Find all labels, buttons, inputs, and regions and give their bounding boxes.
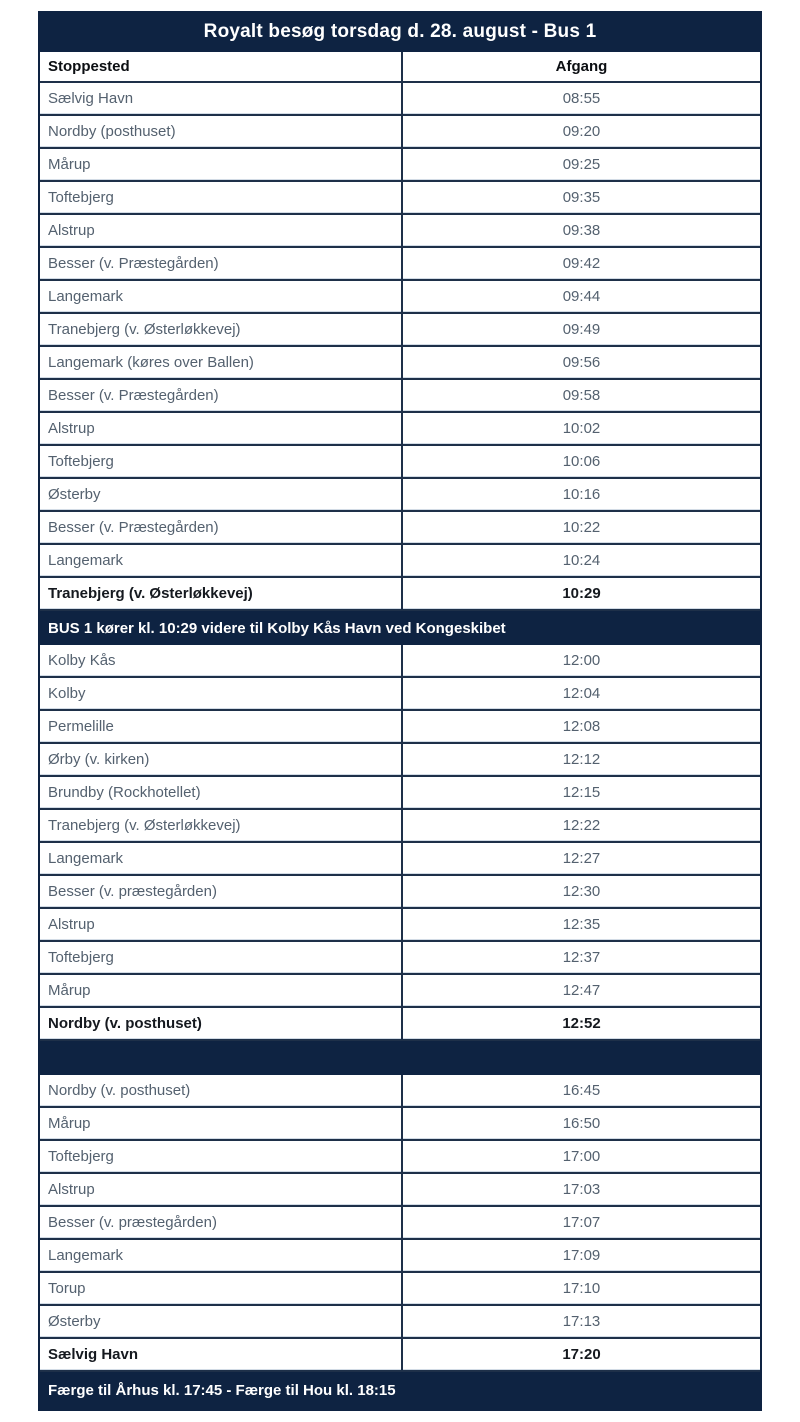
timetable-row [40, 380, 760, 413]
departure-time: 12:15 [403, 777, 760, 808]
stop-name: Langemark [40, 1240, 403, 1271]
stop-name: Besser (v. præstegården) [40, 876, 403, 907]
timetable-row [40, 975, 760, 1008]
departure-time: 12:08 [403, 711, 760, 742]
departure-time: 17:07 [403, 1207, 760, 1238]
departure-time: 10:29 [403, 578, 760, 609]
departure-time: 09:42 [403, 248, 760, 279]
departure-time: 12:22 [403, 810, 760, 841]
timetable-row [40, 578, 760, 611]
stop-name: Besser (v. Præstegården) [40, 380, 403, 411]
departure-time: 12:35 [403, 909, 760, 940]
departure-time: 17:00 [403, 1141, 760, 1172]
timetable-row [40, 314, 760, 347]
departure-time: 09:44 [403, 281, 760, 312]
stop-name: Langemark [40, 281, 403, 312]
stop-name: Østerby [40, 479, 403, 510]
departure-time: 08:55 [403, 83, 760, 114]
departure-time: 09:25 [403, 149, 760, 180]
departure-time: 10:16 [403, 479, 760, 510]
stop-name: Toftebjerg [40, 1141, 403, 1172]
departure-time: 09:49 [403, 314, 760, 345]
stop-name: Langemark (køres over Ballen) [40, 347, 403, 378]
timetable-row [40, 777, 760, 810]
timetable-row [40, 83, 760, 116]
section-banner: BUS 1 kører kl. 10:29 videre til Kolby Kås Havn ved Kongeskibet [40, 611, 760, 645]
departure-time: 12:47 [403, 975, 760, 1006]
timetable-row [40, 744, 760, 777]
departure-time: 10:22 [403, 512, 760, 543]
stop-name: Alstrup [40, 1174, 403, 1205]
departure-time: 17:20 [403, 1339, 760, 1370]
timetable-row [40, 1273, 760, 1306]
bus-timetable [38, 11, 762, 1411]
timetable-row [40, 1141, 760, 1174]
timetable-row [40, 446, 760, 479]
departure-time: 12:00 [403, 645, 760, 676]
departure-time: 12:04 [403, 678, 760, 709]
departure-time: 09:20 [403, 116, 760, 147]
timetable-row [40, 347, 760, 380]
stop-name: Sælvig Havn [40, 1339, 403, 1370]
departure-time: 16:45 [403, 1075, 760, 1106]
timetable-row [40, 810, 760, 843]
stop-name: Mårup [40, 975, 403, 1006]
sections [40, 83, 760, 1372]
stop-name: Østerby [40, 1306, 403, 1337]
timetable-row [40, 545, 760, 578]
stop-name: Besser (v. Præstegården) [40, 512, 403, 543]
departure-time: 12:30 [403, 876, 760, 907]
timetable-row [40, 182, 760, 215]
timetable-row [40, 645, 760, 678]
timetable-row [40, 1339, 760, 1372]
timetable-row [40, 909, 760, 942]
stop-name: Besser (v. Præstegården) [40, 248, 403, 279]
departure-time: 09:35 [403, 182, 760, 213]
footer-banner: Færge til Århus kl. 17:45 - Færge til Hou kl. 18:15 [40, 1372, 760, 1409]
departure-time: 09:56 [403, 347, 760, 378]
timetable-row [40, 116, 760, 149]
departure-time: 12:12 [403, 744, 760, 775]
stop-name: Alstrup [40, 215, 403, 246]
timetable-row [40, 479, 760, 512]
stop-name: Langemark [40, 843, 403, 874]
departure-time: 10:24 [403, 545, 760, 576]
departure-time: 12:27 [403, 843, 760, 874]
timetable-row [40, 876, 760, 909]
departure-time: 12:37 [403, 942, 760, 973]
timetable-row [40, 1306, 760, 1339]
stop-name: Nordby (v. posthuset) [40, 1075, 403, 1106]
timetable-row [40, 1207, 760, 1240]
stop-name: Toftebjerg [40, 182, 403, 213]
stop-name: Kolby Kås [40, 645, 403, 676]
stop-name: Alstrup [40, 413, 403, 444]
column-header-departure: Afgang [555, 58, 608, 75]
column-header-stop: Stoppested [40, 52, 403, 81]
stop-name: Tranebjerg (v. Østerløkkevej) [40, 314, 403, 345]
section-banner [40, 1041, 760, 1075]
timetable-row [40, 281, 760, 314]
timetable-row [40, 248, 760, 281]
timetable-row [40, 1174, 760, 1207]
departure-time: 17:10 [403, 1273, 760, 1304]
stop-name: Tranebjerg (v. Østerløkkevej) [40, 578, 403, 609]
stop-name: Torup [40, 1273, 403, 1304]
timetable-row [40, 1075, 760, 1108]
departure-time: 16:50 [403, 1108, 760, 1139]
table-header [40, 52, 760, 83]
departure-time: 09:38 [403, 215, 760, 246]
stop-name: Kolby [40, 678, 403, 709]
stop-name: Nordby (v. posthuset) [40, 1008, 403, 1039]
timetable-row [40, 711, 760, 744]
timetable-row [40, 149, 760, 182]
timetable-row [40, 1108, 760, 1141]
stop-name: Nordby (posthuset) [40, 116, 403, 147]
timetable-row [40, 942, 760, 975]
departure-time: 12:52 [403, 1008, 760, 1039]
stop-name: Toftebjerg [40, 942, 403, 973]
departure-time: 10:06 [403, 446, 760, 477]
timetable-row [40, 1008, 760, 1041]
stop-name: Alstrup [40, 909, 403, 940]
timetable-row [40, 678, 760, 711]
stop-name: Ørby (v. kirken) [40, 744, 403, 775]
departure-time: 17:09 [403, 1240, 760, 1271]
stop-name: Mårup [40, 1108, 403, 1139]
stop-name: Mårup [40, 149, 403, 180]
stop-name: Besser (v. præstegården) [40, 1207, 403, 1238]
stop-name: Langemark [40, 545, 403, 576]
timetable-row [40, 512, 760, 545]
departure-time: 17:03 [403, 1174, 760, 1205]
stop-name: Sælvig Havn [40, 83, 403, 114]
timetable-row [40, 843, 760, 876]
departure-time: 09:58 [403, 380, 760, 411]
timetable-row [40, 413, 760, 446]
timetable-title: Royalt besøg torsdag d. 28. august - Bus 1 [40, 11, 760, 52]
stop-name: Tranebjerg (v. Østerløkkevej) [40, 810, 403, 841]
departure-time: 10:02 [403, 413, 760, 444]
stop-name: Permelille [40, 711, 403, 742]
departure-time: 17:13 [403, 1306, 760, 1337]
timetable-row [40, 1240, 760, 1273]
timetable-row [40, 215, 760, 248]
stop-name: Brundby (Rockhotellet) [40, 777, 403, 808]
stop-name: Toftebjerg [40, 446, 403, 477]
